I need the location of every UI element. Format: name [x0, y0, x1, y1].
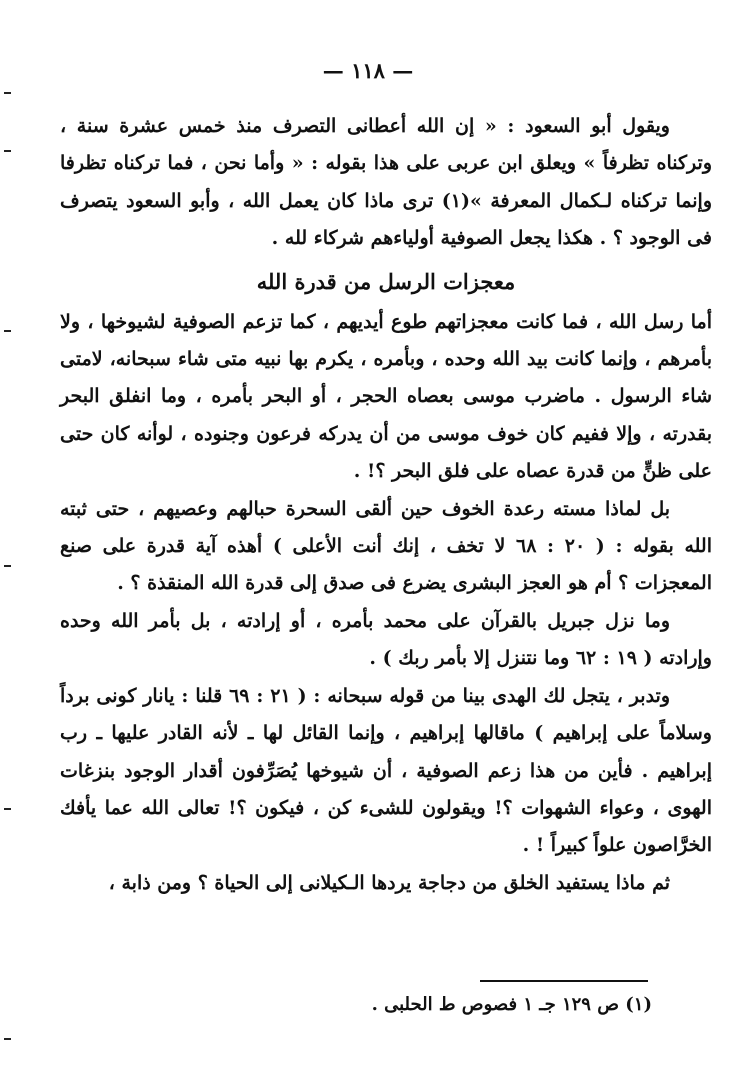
footnote: (١) ص ١٢٩ جـ ١ فصوص ط الحلبى . [371, 994, 652, 1015]
margin-mark [4, 808, 11, 810]
paragraph-messengers: أما رسل الله ، فما كانت معجزاتهم طوع أيديهم ، كما تزعم الصوفية لشيوخها ، ولا بأمرهم ، وإنما كانت بيد الله وحده ، وبأمره ، يكرم بها نبيه متى شاء سبحانه، لامتى شاء الرسول . ماضرب موسى بعصاه الحجر ، أو البحر بأمره ، وما انفلق البحر بقدرته ، وإلا ففيم كان خوف موسى من أن يدركه فرعون وجنوده ، لوأنه كان حتى على ظنٍّ من قدرة عصاه على فلق البحر ؟! . [60, 310, 712, 483]
paragraph-kilani: ثم ماذا يستفيد الخلق من دجاجة يردها الـكيلانى إلى الحياة ؟ ومن ذابة ، [108, 871, 670, 894]
paragraph-abu-saud: ويقول أبو السعود : « إن الله أعطانى التصرف منذ خمس عشرة سنة ، وتركناه تظرفاً » ويعلق ابن عربى على هذا بقوله : « وأما نحن ، فما تركناه تظرفا وإنما تركناه لـكمال المعرفة »(١) ترى ماذا كان يعمل الله ، وأبو السعود يتصرف فى الوجود ؟ . هكذا يجعل الصوفية أولياءهم شركاء لله . [60, 115, 713, 250]
body-text [60, 108, 712, 902]
margin-mark [4, 150, 11, 152]
margin-mark [4, 565, 11, 567]
paragraph-ibrahim: وتدبر ، يتجل لك الهدى بينا من قوله سبحانه : ( ٢١ : ٦٩ قلنا : يانار كونى برداً وسلاماً على إبراهيم ) ماقالها إبراهيم ، وإنما القائل لها ـ لأنه القادر عليها ـ رب إبراهيم . فأين من هذا زعم الصوفية ، أن شيوخها يُصَرِّفون أقدار الوجود بنزغات الهوى ، وعواء الشهوات ؟! ويقولون للشىء كن ، فيكون ؟! تعالى الله عما يأفك الخرَّاصون علواً كبيراً ! . [60, 684, 712, 857]
margin-mark [4, 330, 11, 332]
margin-mark [4, 92, 11, 94]
paragraph-gabriel: وما نزل جبريل بالقرآن على محمد بأمره ، أو إرادته ، بل بأمر الله وحده وإرادته ( ١٩ : ٦٢ وما نتنزل إلا بأمر ربك ) . [60, 609, 712, 670]
margin-mark [4, 1038, 11, 1040]
footnote-divider [480, 980, 648, 982]
paragraph-moses-fear: بل لماذا مسته رعدة الخوف حين ألقى السحرة حبالهم وعصيهم ، حتى ثبته الله بقوله : ( ٢٠ : ٦٨ لا تخف ، إنك أنت الأعلى ) أهذه آية قدرة على صنع المعجزات ؟ أم هو العجز البشرى يضرع فى صدق إلى قدرة الله المنقذة ؟ . [60, 497, 712, 595]
page-number: — ١١٨ — [322, 58, 414, 83]
section-heading: معجزات الرسل من قدرة الله [256, 268, 516, 294]
